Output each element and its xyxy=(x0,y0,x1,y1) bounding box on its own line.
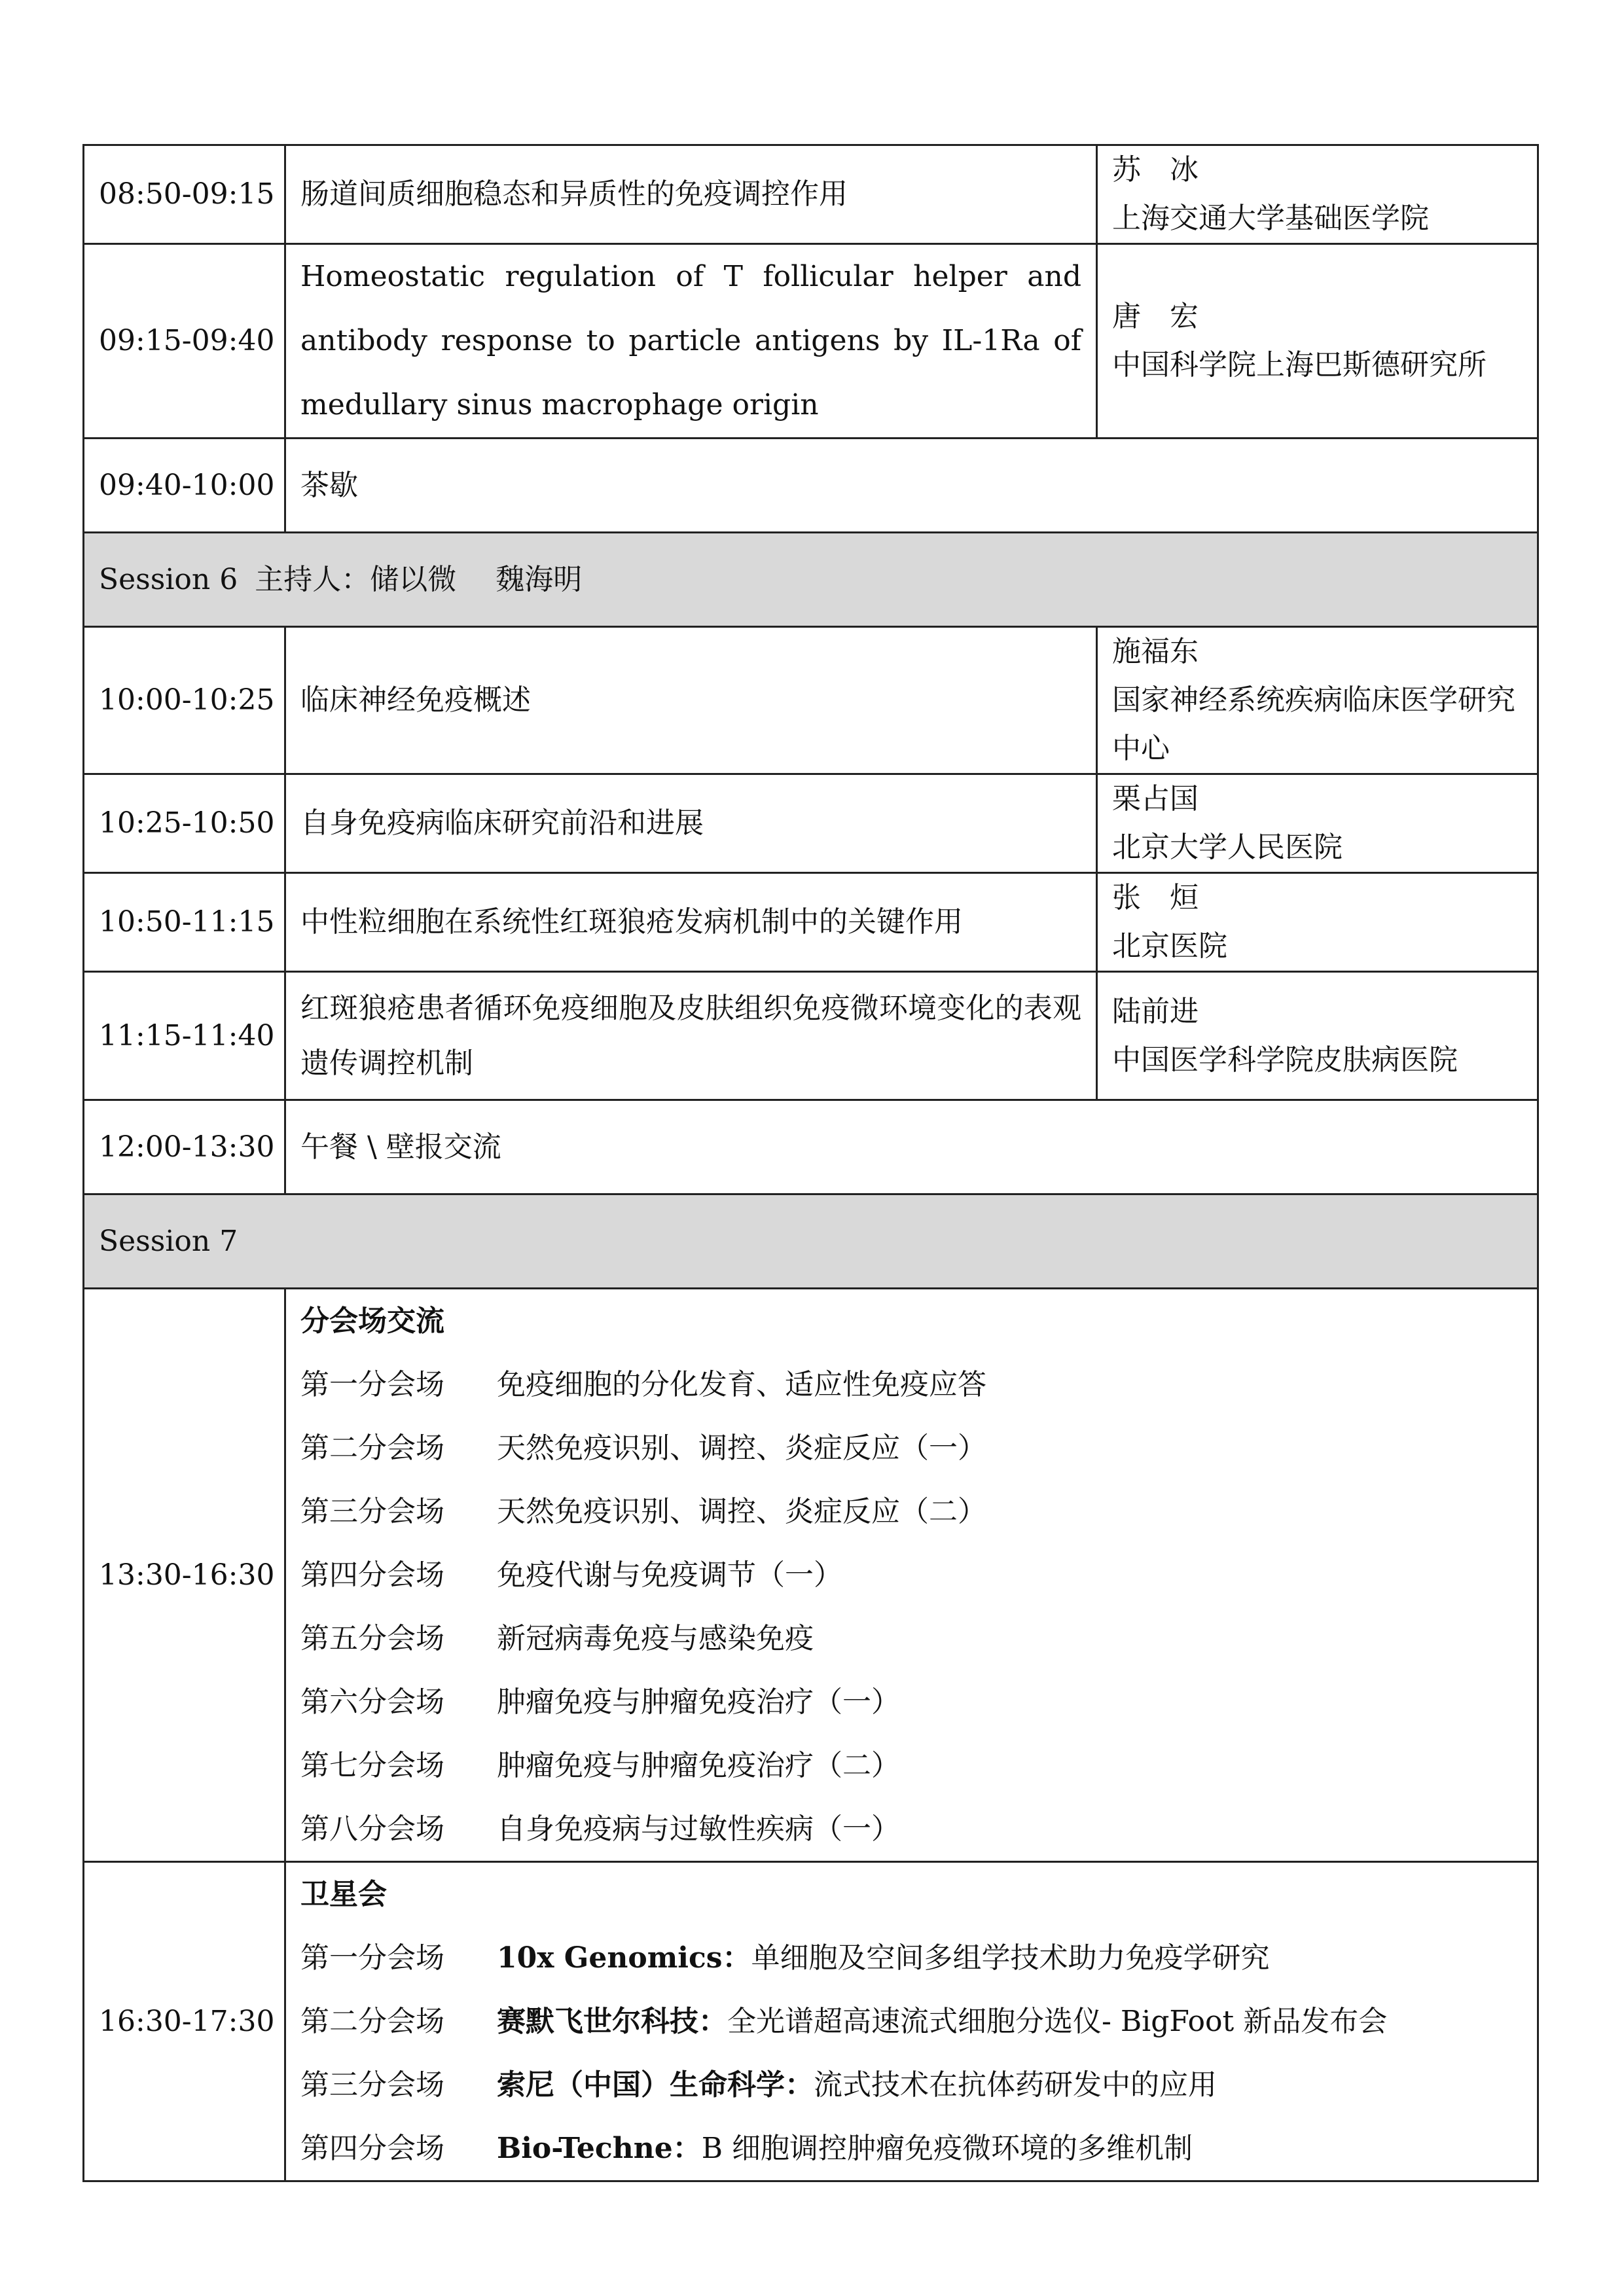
topic-text: 肿瘤免疫与肿瘤免疫治疗（一） xyxy=(497,1685,900,1719)
host-name: 储以微 xyxy=(370,562,457,596)
session-header-cell xyxy=(84,1194,1538,1289)
speaker-name: 施福东 xyxy=(1112,635,1199,668)
speaker-institution: 国家神经系统疾病临床医学研究中心 xyxy=(1112,683,1515,765)
schedule-table xyxy=(82,144,1539,2182)
time-cell: 10:25-10:50 xyxy=(84,774,285,873)
speaker-cell xyxy=(1097,627,1538,774)
speaker-cell xyxy=(1097,873,1538,972)
table-row xyxy=(84,244,1538,439)
session-label: Session 7 xyxy=(99,1224,238,1258)
topic-text: 天然免疫识别、调控、炎症反应（二） xyxy=(497,1495,986,1528)
venue-label: 第一分会场 xyxy=(300,1368,444,1401)
venue-label: 第六分会场 xyxy=(300,1685,444,1719)
list-item xyxy=(300,1416,1523,1480)
time-cell: 09:40-10:00 xyxy=(84,439,285,533)
list-item xyxy=(300,2053,1523,2117)
break-title: 茶歇 xyxy=(285,439,1538,533)
list-item xyxy=(300,1670,1523,1734)
table-row xyxy=(84,439,1538,533)
sponsor-name: 索尼（中国）生命科学： xyxy=(497,2068,814,2102)
table-row xyxy=(84,1289,1538,1862)
speaker-institution: 中国医学科学院皮肤病医院 xyxy=(1112,1043,1458,1077)
talk-title: 自身免疫病临床研究前沿和进展 xyxy=(285,774,1097,873)
table-row xyxy=(84,1100,1538,1194)
topic-text: 肿瘤免疫与肿瘤免疫治疗（二） xyxy=(497,1749,900,1782)
topic-text: 新冠病毒免疫与感染免疫 xyxy=(497,1622,814,1655)
sponsor-name: 赛默飞世尔科技： xyxy=(497,2005,727,2038)
talk-title: 中性粒细胞在系统性红斑狼疮发病机制中的关键作用 xyxy=(285,873,1097,972)
speaker-cell xyxy=(1097,145,1538,244)
venue-label: 第四分会场 xyxy=(300,1558,444,1592)
speaker-institution: 上海交通大学基础医学院 xyxy=(1112,202,1429,235)
topic-text: 免疫细胞的分化发育、适应性免疫应答 xyxy=(497,1368,986,1401)
time-cell: 12:00-13:30 xyxy=(84,1100,285,1194)
list-item xyxy=(300,1607,1523,1670)
speaker-name: 苏 冰 xyxy=(1112,153,1199,187)
list-item xyxy=(300,1797,1523,1861)
break-title: 午餐 \ 壁报交流 xyxy=(285,1100,1538,1194)
venue-label: 第八分会场 xyxy=(300,1812,444,1846)
venue-label: 第五分会场 xyxy=(300,1622,444,1655)
list-item xyxy=(300,1926,1523,1990)
venue-label: 第三分会场 xyxy=(300,2068,444,2102)
session-header xyxy=(84,533,1538,627)
time-cell: 10:00-10:25 xyxy=(84,627,285,774)
list-item xyxy=(300,1734,1523,1797)
talk-title: Homeostatic regulation of T follicular helper and antibody response to particle antigens by IL-1Ra of medullary sinus macrophage origin xyxy=(285,244,1097,439)
speaker-institution: 北京医院 xyxy=(1112,929,1227,963)
venue-label: 第二分会场 xyxy=(300,1431,444,1465)
venue-label: 第三分会场 xyxy=(300,1495,444,1528)
list-item xyxy=(300,1353,1523,1416)
table-row xyxy=(84,1862,1538,2181)
talk-title: 红斑狼疮患者循环免疫细胞及皮肤组织免疫微环境变化的表观遗传调控机制 xyxy=(285,972,1097,1100)
session-header xyxy=(84,1194,1538,1289)
speaker-name: 陆前进 xyxy=(1112,994,1199,1028)
topic-text: 流式技术在抗体药研发中的应用 xyxy=(814,2068,1217,2102)
speaker-name: 唐 宏 xyxy=(1112,300,1199,333)
speaker-institution: 中国科学院上海巴斯德研究所 xyxy=(1112,348,1487,382)
sponsor-name: 10x Genomics： xyxy=(497,1941,751,1975)
topic-text: 免疫代谢与免疫调节（一） xyxy=(497,1558,842,1592)
time-cell: 16:30-17:30 xyxy=(84,1862,285,2181)
satellite-heading: 卫星会 xyxy=(300,1878,387,1911)
speaker-name: 张 烜 xyxy=(1112,881,1199,914)
speaker-cell xyxy=(1097,972,1538,1100)
list-item xyxy=(300,1480,1523,1543)
speaker-cell xyxy=(1097,244,1538,439)
time-cell: 08:50-09:15 xyxy=(84,145,285,244)
parallel-sessions-cell xyxy=(285,1289,1538,1862)
topic-text: 自身免疫病与过敏性疾病（一） xyxy=(497,1812,900,1846)
list-item xyxy=(300,2117,1523,2180)
host-name: 魏海明 xyxy=(496,562,583,596)
list-item xyxy=(300,1990,1523,2053)
time-cell: 11:15-11:40 xyxy=(84,972,285,1100)
speaker-name: 栗占国 xyxy=(1112,782,1199,816)
speaker-cell xyxy=(1097,774,1538,873)
venue-label: 第七分会场 xyxy=(300,1749,444,1782)
venue-label: 第四分会场 xyxy=(300,2132,444,2165)
table-row xyxy=(84,774,1538,873)
time-cell: 13:30-16:30 xyxy=(84,1289,285,1862)
topic-text: 天然免疫识别、调控、炎症反应（一） xyxy=(497,1431,986,1465)
table-row xyxy=(84,627,1538,774)
topic-text: B 细胞调控肿瘤免疫微环境的多维机制 xyxy=(701,2132,1193,2165)
list-item xyxy=(300,1543,1523,1607)
sponsor-name: Bio-Techne： xyxy=(497,2132,702,2165)
satellite-cell xyxy=(285,1862,1538,2181)
parallel-sessions-heading: 分会场交流 xyxy=(300,1304,444,1338)
speaker-institution: 北京大学人民医院 xyxy=(1112,831,1343,864)
table-row xyxy=(84,873,1538,972)
talk-title: 肠道间质细胞稳态和异质性的免疫调控作用 xyxy=(285,145,1097,244)
session-label: Session 6 xyxy=(99,562,238,596)
time-cell: 09:15-09:40 xyxy=(84,244,285,439)
talk-title: 临床神经免疫概述 xyxy=(285,627,1097,774)
venue-label: 第二分会场 xyxy=(300,2005,444,2038)
host-label: 主持人： xyxy=(255,562,370,596)
venue-label: 第一分会场 xyxy=(300,1941,444,1975)
topic-text: 单细胞及空间多组学技术助力免疫学研究 xyxy=(751,1941,1270,1975)
table-row xyxy=(84,145,1538,244)
table-row xyxy=(84,972,1538,1100)
topic-text: 全光谱超高速流式细胞分选仪- BigFoot 新品发布会 xyxy=(727,2005,1388,2038)
time-cell: 10:50-11:15 xyxy=(84,873,285,972)
session-header-cell xyxy=(84,533,1538,627)
